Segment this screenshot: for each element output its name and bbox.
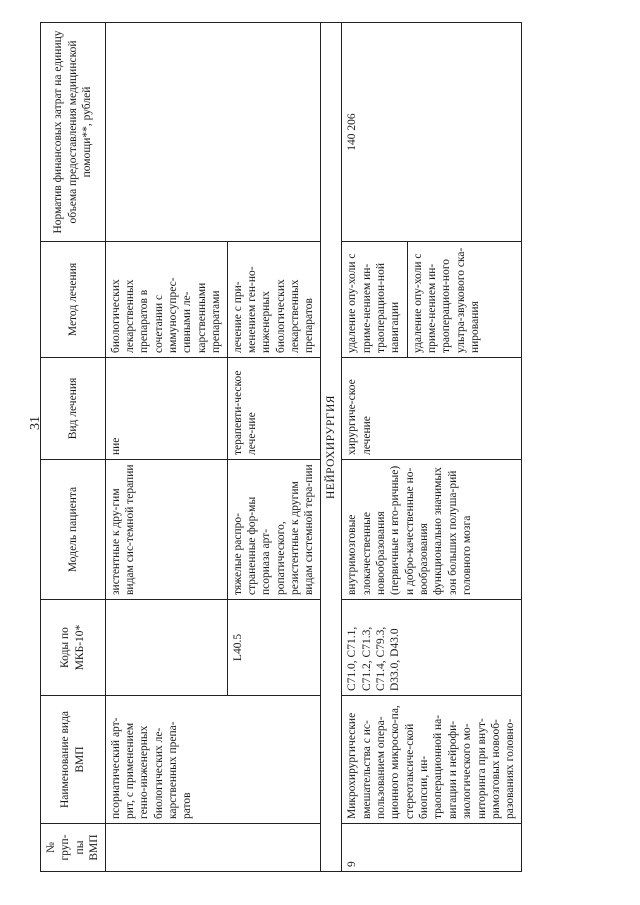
r2-type: терапевти-ческое лече-ние: [227, 358, 320, 460]
header-type: Вид лечения: [41, 358, 106, 460]
r3-method-b: удаление опу-холи с приме-нением ин-траоперацион-ного ультра-звукового ска-нирования: [407, 242, 483, 357]
header-method: Метод лечения: [41, 242, 106, 358]
r3-group: 9: [342, 824, 522, 872]
header-group: № груп-пы ВМП: [41, 824, 106, 872]
header-model: Модель пациента: [41, 460, 106, 600]
table-row: [105, 23, 227, 872]
r3-method-a: удаление опу-холи с приме-нением ин-траоперацион-ной навигации: [346, 253, 402, 353]
r2-codes: L40.5: [227, 600, 320, 696]
r1-model: зистентные к дру-гим видам сис-темной терапии: [105, 460, 227, 600]
r3-codes: C71.0, C71.1, C71.2, C71.3, C71.4, C79.3, D33.0, D43.0: [342, 600, 522, 696]
r3-norm: 140 206: [342, 23, 522, 242]
r1-type: ние: [105, 358, 227, 460]
header-row: [41, 23, 106, 872]
header-name: Наименование вида ВМП: [41, 696, 106, 824]
r3-method: [342, 242, 522, 358]
r3-type: хирургиче-ское лечение: [342, 358, 522, 460]
table-row: [342, 23, 522, 872]
r1-name: псориатический арт-рит, с применением генно-инженерных биологических ле-карственных препа-ратов: [105, 696, 320, 824]
section-row: [320, 23, 341, 872]
r2-method: лечение с при-менением ген-но-инженерных биологических лекарственных препаратов: [227, 242, 320, 358]
r1-method: биологических лекарственных препаратов в сочетании с иммуносупрес-сивными ле-карственными препаратами: [105, 242, 227, 358]
r3-model: внутримозговые злокачественные новообразования (первичные и вто-ричные) и добро-качественные но-вообразования функционально значимых зон больших полуша-рий головного мозга: [342, 460, 522, 600]
vmp-table: [40, 22, 522, 872]
section-title: НЕЙРОХИРУРГИЯ: [320, 23, 341, 872]
page-number: 31: [28, 416, 43, 430]
r3-name: Микрохирургические вмешательства с ис-пользованием опера-ционного микроско-па, стереотаксиче-ской биопсии, ин-траоперационной на-вигации и нейрофи-зиологического мо-ниторинга при внут-римозговых новооб-разованиях головно-: [342, 696, 522, 824]
rotated-sheet: [40, 22, 600, 872]
r2-model: тяжелые распро-страненные фор-мы псориаза арт-ропатического, резистентные к другим видам системной тера-пии: [227, 460, 320, 600]
header-codes: Коды по МКБ-10*: [41, 600, 106, 696]
header-norm: Норматив финансовых затрат на единицу объема предоставления медицинской помощи**, рублей: [41, 23, 106, 242]
